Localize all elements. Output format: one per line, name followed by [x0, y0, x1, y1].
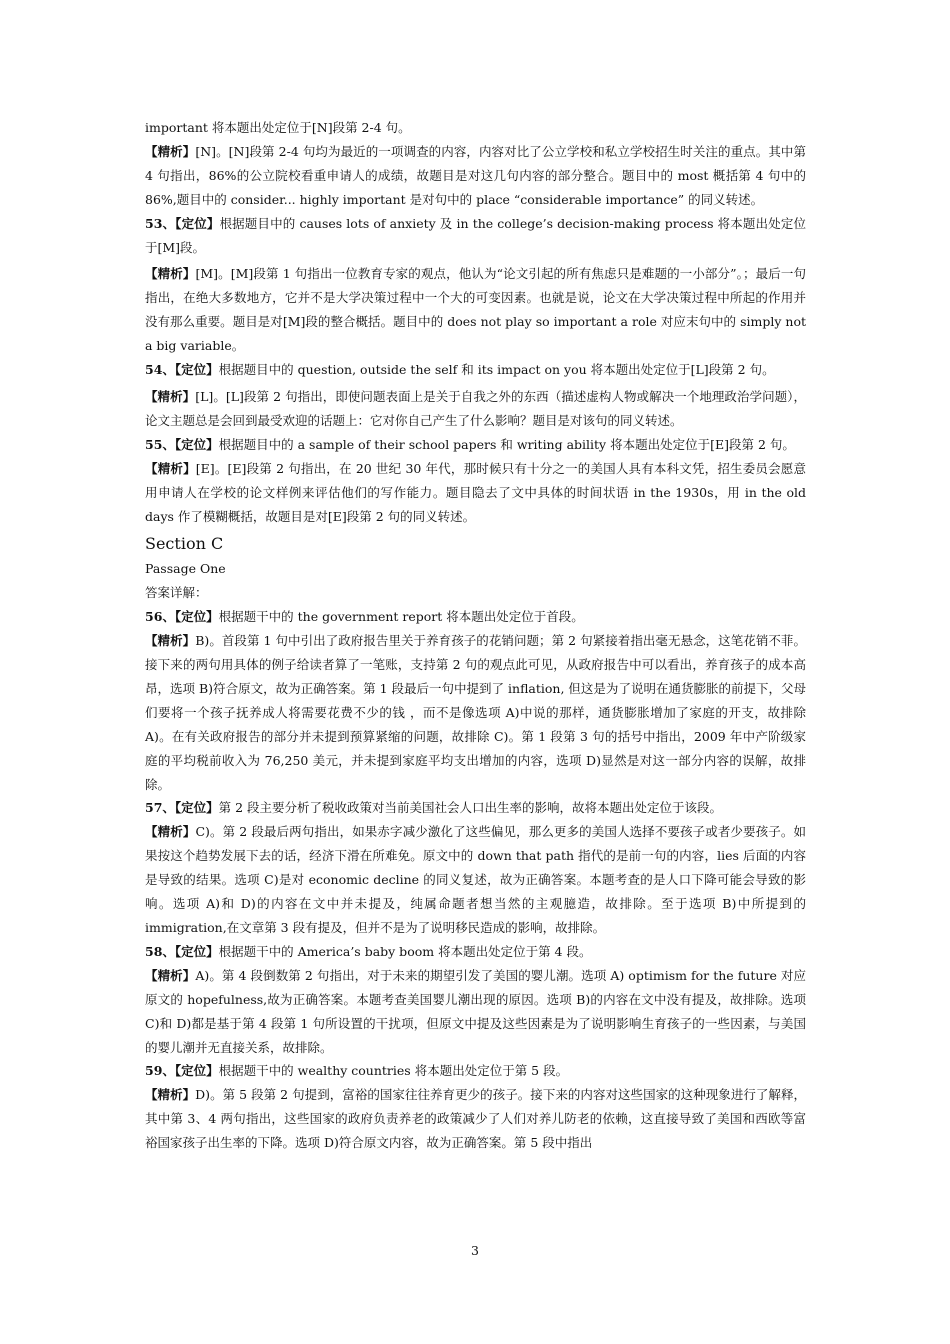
paragraph-54-location — [145, 358, 806, 382]
label: 56、【定位】 — [145, 609, 219, 625]
paragraph-text: [M]。[M]段第 1 句指出一位教育专家的观点，他认为“论文引起的所有焦虑只是难题的一小部分”。；最后一句指出，在绝大多数地方，它并不是大学决策过程中一个大的可变因素。也就是说，论文在大学决策过程中所起的作用并没有那么重要。题目是对[M]段的整合概括。题目中的 does not play so important a role 对应末句中的 simply not a big variable。 — [145, 266, 806, 354]
paragraph-57-location — [145, 796, 806, 820]
paragraph-58-location — [145, 940, 806, 964]
paragraph-56-analysis — [145, 629, 806, 796]
label: 53、【定位】 — [145, 215, 220, 231]
paragraph-text: [E]。[E]段第 2 句指出，在 20 世纪 30 年代，那时候只有十分之一的美国人具有本科文凭，招生委员会愿意用申请人在学校的论文样例来评估他们的写作能力。题目隐去了文中具体的时间状语 in the 1930s，用 in the old days 作了模糊概括，故题目是对[E]段第 2 句的同义转述。 — [145, 460, 806, 524]
paragraph-55-location — [145, 433, 806, 457]
label: 【精析】 — [145, 266, 196, 282]
label: 【精析】 — [145, 1087, 196, 1103]
paragraph-text: 根据题目中的 a sample of their school papers 和 writing ability 将本题出处定位于[E]段第 2 句。 — [218, 436, 795, 452]
paragraph-58-analysis — [145, 964, 806, 1060]
paragraph-52-location-tail — [145, 116, 806, 140]
paragraph-text: B)。首段第 1 句中引出了政府报告里关于养育孩子的花销问题；第 2 句紧接着指出毫无悬念，这笔花销不菲。接下来的两句用具体的例子给读者算了一笔账，支持第 2 句的观点此可见，从政府报告中可以看出，养育孩子的成本高昂，选项 B)符合原文，故为正确答案。第 1 段最后一句中提到了 inflation, 但这是为了说明在通货膨胀的前提下，父母们要将一个孩子抚养成人将需要花费不少的钱 ，而不是像选项 A)中说的那样，通货膨胀增加了家庭的开支，故排除 A)。在有关政府报告的部分并未提到预算紧缩的问题，故排除 C)。第 1 段第 3 句的括号中指出，2009 年中产阶级家庭的平均税前收入为 76,250 美元，并未提到家庭平均支出增加的内容，选项 D)显然是对这一部分内容的误解，故排除。 — [145, 633, 806, 792]
paragraph-56-location — [145, 605, 806, 629]
paragraph-57-analysis — [145, 820, 806, 940]
paragraph-54-analysis — [145, 385, 806, 433]
paragraph-text: 根据题目中的 question, outside the self 和 its impact on you 将本题出处定位于[L]段第 2 句。 — [218, 362, 775, 378]
paragraph-53-analysis — [145, 262, 806, 358]
paragraph-text: C)。第 2 段最后两句指出，如果赤字减少激化了这些偏见，那么更多的美国人选择不要孩子或者少要孩子。如果按这个趋势发展下去的话，经济下滑在所难免。原文中的 down that path 指代的是前一句的内容，lies 后面的内容是导致的结果。选项 C)是对 economic decline 的同义复述，故为正确答案。本题考查的是人口下降可能会导致的影响。选项 A)和 D)的内容在文中并未提及，纯属命题者想当然的主观臆造，故排除。至于选项 B)中所提到的 immigration,在文章第 3 段有提及，但并不是为了说明移民造成的影响，故排除。 — [145, 824, 806, 935]
label: 【精析】 — [145, 633, 196, 649]
label: 【精析】 — [145, 460, 196, 476]
paragraph-text: 根据题目中的 causes lots of anxiety 及 in the college’s decision-making process 将本题出处定位于[M]段。 — [145, 215, 806, 255]
passage-title: Passage One — [145, 561, 226, 577]
paragraph-text: 根据题干中的 wealthy countries 将本题出处定位于第 5 段。 — [218, 1063, 569, 1079]
paragraph-text: 根据题干中的 the government report 将本题出处定位于首段。 — [218, 609, 584, 625]
paragraph-text: [N]。[N]段第 2-4 句均为最近的一项调查的内容，内容对比了公立学校和私立学校招生时关注的重点。其中第 4 句指出，86%的公立院校看重申请人的成绩，故题目是对这几句内容的部分整合。题目中的 most 概括第 4 句中的 86%,题目中的 consider... highly important 是对句中的 place “considerable importance” 的同义转述。 — [145, 143, 806, 207]
paragraph-text: 根据题干中的 America’s baby boom 将本题出处定位于第 4 段。 — [218, 943, 592, 959]
label: 【精析】 — [145, 967, 196, 983]
label: 59、【定位】 — [145, 1063, 219, 1079]
label: 55、【定位】 — [145, 436, 219, 452]
paragraph-52-analysis — [145, 140, 806, 212]
label: 58、【定位】 — [145, 943, 219, 959]
paragraph-text: A)。第 4 段倒数第 2 句指出，对于未来的期望引发了美国的婴儿潮。选项 A) optimism for the future 对应原文的 hopefulness,故为正确答案。本题考查美国婴儿潮出现的原因。选项 B)的内容在文中没有提及，故排除。选项 C)和 D)都是基于第 4 段第 1 句所设置的干扰项，但原文中提及这些因素是为了说明影响生育孩子的一些因素，与美国的婴儿潮并无直接关系，故排除。 — [145, 967, 806, 1055]
paragraph-text: 第 2 段主要分析了税收政策对当前美国社会人口出生率的影响，故将本题出处定位于该段。 — [218, 800, 723, 816]
paragraph-59-location — [145, 1059, 806, 1083]
label: 【精析】 — [145, 824, 196, 840]
paragraph-59-analysis — [145, 1083, 806, 1155]
label: 54、【定位】 — [145, 362, 219, 378]
label: 【精析】 — [145, 388, 196, 404]
section-heading: Section C — [145, 534, 224, 554]
paragraph-text: D)。第 5 段第 2 句提到，富裕的国家往往养育更少的孩子。接下来的内容对这些国家的这种现象进行了解释，其中第 3、4 两句指出，这些国家的政府负责养老的政策减少了人们对养儿防老的依赖，这直接导致了美国和西欧等富裕国家孩子出生率的下降。选项 D)符合原文内容，故为正确答案。第 5 段中指出 — [145, 1087, 806, 1151]
answer-detail-label: 答案详解： — [145, 585, 208, 601]
paragraph-53-location — [145, 212, 806, 260]
paragraph-text: important 将本题出处定位于[N]段第 2-4 句。 — [145, 120, 411, 135]
paragraph-text: [L]。[L]段第 2 句指出，即使问题表面上是关于自我之外的东西（描述虚构人物或解决一个地理政治学问题），论文主题总是会回到最受欢迎的话题上：它对你自己产生了什么影响？题目是对该句的同义转述。 — [145, 388, 806, 428]
label: 【精析】 — [145, 143, 196, 159]
label: 57、【定位】 — [145, 800, 219, 816]
paragraph-55-analysis — [145, 457, 806, 529]
page-number: 3 — [471, 1243, 479, 1258]
